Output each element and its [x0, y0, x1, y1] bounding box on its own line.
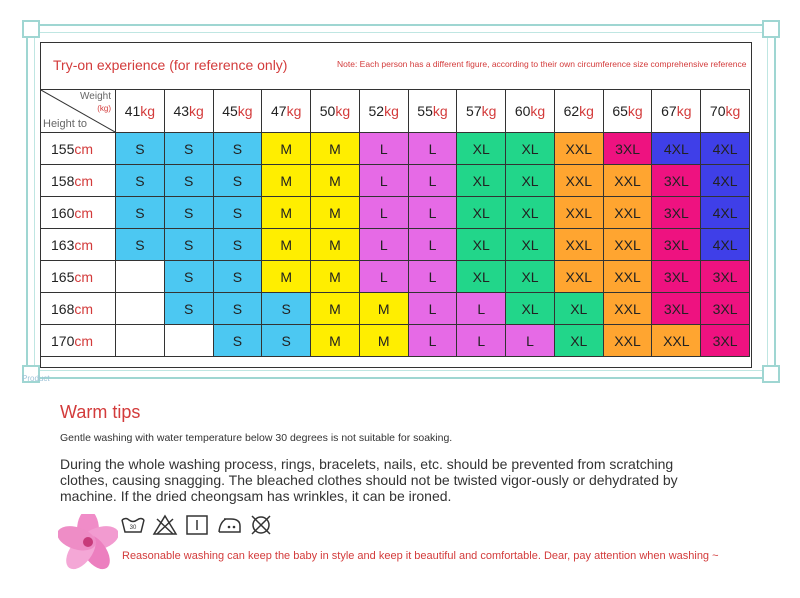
weight-unit: kg [286, 103, 302, 119]
weight-header-cell [701, 90, 750, 133]
size-cell: 3XL [652, 261, 701, 293]
chart-note: Note: Each person has a different figure, according to their own circumference size comprehensive reference [337, 59, 747, 69]
size-cell: XL [506, 261, 555, 293]
tips-paragraph: During the whole washing process, rings, bracelets, nails, etc. should be prevented from scratching clothes, causing snagging. The bleached clothes should not be twisted vigor-ously or dehydrated by machine. If the dried cheongsam has wrinkles, it can be ironed. [60, 456, 678, 504]
header-diagonal [41, 90, 115, 132]
size-cell: XXL [603, 293, 652, 325]
weight-header-cell [359, 90, 408, 133]
size-cell: S [164, 165, 213, 197]
size-cell: M [311, 133, 360, 165]
size-cell: L [457, 325, 506, 357]
size-cell: S [164, 229, 213, 261]
size-cell: 3XL [701, 293, 750, 325]
size-cell: XL [457, 133, 506, 165]
weight-header-cell [311, 90, 360, 133]
size-cell: S [213, 293, 262, 325]
weight-value: 52 [368, 103, 385, 119]
height-value: 170 [51, 332, 75, 349]
size-cell: XL [457, 165, 506, 197]
size-cell: XXL [603, 197, 652, 229]
height-cell [41, 325, 116, 357]
height-unit: cm [74, 204, 94, 221]
weight-header-cell [262, 90, 311, 133]
size-cell: XL [457, 197, 506, 229]
height-cell [41, 197, 116, 229]
size-cell: L [408, 261, 457, 293]
size-cell: S [116, 165, 165, 197]
size-cell: XXL [554, 165, 603, 197]
weight-label: Weight [80, 91, 111, 102]
height-cell [41, 261, 116, 293]
size-cell: XL [506, 197, 555, 229]
height-value: 158 [51, 172, 75, 189]
product-label: Product [22, 374, 50, 383]
size-cell: XL [506, 229, 555, 261]
weight-value: 47 [270, 103, 287, 119]
size-cell [164, 325, 213, 357]
weight-unit-label: (kg) [97, 104, 111, 113]
height-value: 168 [51, 300, 75, 317]
weight-unit: kg [481, 103, 497, 119]
size-cell: S [213, 133, 262, 165]
size-row [41, 133, 750, 165]
size-cell: M [359, 293, 408, 325]
size-row [41, 293, 750, 325]
size-cell: L [359, 165, 408, 197]
size-cell: 4XL [701, 229, 750, 261]
tumble-dry-icon [184, 514, 210, 536]
size-cell: M [262, 229, 311, 261]
size-cell: S [164, 261, 213, 293]
size-cell: M [359, 325, 408, 357]
size-cell: S [116, 133, 165, 165]
weight-unit: kg [579, 103, 594, 119]
size-cell: XXL [554, 229, 603, 261]
frame-corner [762, 365, 780, 383]
size-row [41, 325, 750, 357]
weight-header-cell [116, 90, 165, 133]
size-cell: 3XL [652, 293, 701, 325]
size-cell: XL [506, 293, 555, 325]
weight-value: 45 [222, 103, 238, 119]
size-cell: S [262, 293, 311, 325]
no-bleach-icon [152, 514, 178, 536]
care-icons [120, 514, 274, 536]
height-label: Height to [43, 118, 88, 130]
frame-corner [762, 20, 780, 38]
iron-icon [216, 514, 242, 536]
size-cell: XL [554, 293, 603, 325]
size-cell: L [359, 261, 408, 293]
height-cell [41, 165, 116, 197]
size-cell [116, 293, 165, 325]
size-cell: XL [506, 165, 555, 197]
weight-header-row [41, 90, 750, 133]
size-cell: 3XL [652, 197, 701, 229]
size-cell: S [213, 165, 262, 197]
height-cell [41, 229, 116, 261]
weight-header-cell [652, 90, 701, 133]
size-cell: S [164, 293, 213, 325]
height-unit: cm [74, 332, 94, 349]
size-cell [116, 325, 165, 357]
size-cell: S [213, 197, 262, 229]
size-cell: M [262, 133, 311, 165]
height-cell [41, 133, 116, 165]
size-cell: L [408, 197, 457, 229]
wash-30-icon [120, 514, 146, 536]
size-cell: 3XL [603, 133, 652, 165]
height-value: 155 [51, 140, 75, 157]
care-slogan: Reasonable washing can keep the baby in style and keep it beautiful and comfortable. Dear, pay attention when washing ~ [122, 550, 719, 562]
weight-unit: kg [627, 103, 643, 119]
size-cell: M [311, 325, 360, 357]
height-unit: cm [74, 172, 94, 189]
size-cell: XL [457, 229, 506, 261]
size-cell: L [408, 325, 457, 357]
tips-title: Warm tips [60, 402, 141, 422]
weight-unit: kg [432, 103, 448, 119]
size-cell: 3XL [701, 325, 750, 357]
size-cell: S [116, 229, 165, 261]
flower-icon [58, 514, 118, 570]
size-row [41, 165, 750, 197]
weight-unit: kg [725, 103, 741, 119]
weight-header-cell [603, 90, 652, 133]
weight-value: 57 [466, 103, 482, 119]
height-value: 165 [51, 268, 75, 285]
weight-value: 41 [124, 103, 141, 119]
size-row [41, 261, 750, 293]
size-cell: L [359, 133, 408, 165]
weight-value: 62 [563, 103, 580, 119]
weight-header-cell [164, 90, 213, 133]
size-cell: M [311, 229, 360, 261]
size-cell: M [311, 165, 360, 197]
height-unit: cm [74, 236, 94, 253]
size-cell: XXL [652, 325, 701, 357]
size-cell: M [311, 261, 360, 293]
size-cell: L [457, 293, 506, 325]
weight-header-cell [554, 90, 603, 133]
no-dry-clean-icon [248, 514, 274, 536]
tips-line1: Gentle washing with water temperature below 30 degrees is not suitable for soaking. [60, 432, 453, 444]
size-cell: M [262, 261, 311, 293]
size-cell: XL [554, 325, 603, 357]
weight-value: 55 [417, 103, 433, 119]
weight-unit: kg [676, 103, 692, 119]
size-cell: L [359, 197, 408, 229]
size-cell [116, 261, 165, 293]
size-cell: XXL [603, 165, 652, 197]
weight-value: 65 [612, 103, 628, 119]
size-cell: 4XL [701, 133, 750, 165]
size-cell: XXL [603, 261, 652, 293]
height-unit: cm [74, 140, 94, 157]
size-cell: XXL [603, 229, 652, 261]
size-cell: S [262, 325, 311, 357]
size-cell: 4XL [701, 165, 750, 197]
size-row [41, 197, 750, 229]
size-row [41, 229, 750, 261]
size-cell: S [164, 133, 213, 165]
size-cell: L [506, 325, 555, 357]
size-cell: 3XL [701, 261, 750, 293]
weight-value: 43 [173, 103, 190, 119]
size-cell: 3XL [652, 165, 701, 197]
height-value: 160 [51, 204, 75, 221]
size-cell: M [311, 197, 360, 229]
frame-corner [22, 20, 40, 38]
size-cell: S [164, 197, 213, 229]
size-cell: L [408, 165, 457, 197]
size-cell: 4XL [652, 133, 701, 165]
size-cell: M [311, 293, 360, 325]
header-corner-cell [41, 90, 116, 133]
size-chart-panel [40, 42, 752, 368]
height-cell [41, 293, 116, 325]
size-cell: XXL [554, 133, 603, 165]
size-cell: L [408, 229, 457, 261]
weight-unit: kg [140, 103, 156, 119]
size-cell: S [213, 325, 262, 357]
size-cell: S [213, 229, 262, 261]
size-cell: XL [457, 261, 506, 293]
size-cell: 3XL [652, 229, 701, 261]
size-cell: 4XL [701, 197, 750, 229]
size-cell: L [359, 229, 408, 261]
weight-header-cell [213, 90, 262, 133]
size-cell: S [116, 197, 165, 229]
weight-unit: kg [335, 103, 351, 119]
height-unit: cm [74, 268, 94, 285]
size-cell: XXL [554, 261, 603, 293]
size-cell: M [262, 165, 311, 197]
weight-unit: kg [237, 103, 253, 119]
weight-header-cell [457, 90, 506, 133]
weight-value: 50 [319, 103, 336, 119]
size-cell: L [408, 133, 457, 165]
weight-header-cell [506, 90, 555, 133]
weight-unit: kg [189, 103, 204, 119]
height-value: 163 [51, 236, 75, 253]
weight-value: 67 [661, 103, 677, 119]
height-unit: cm [74, 300, 94, 317]
size-cell: XXL [554, 197, 603, 229]
size-cell: L [408, 293, 457, 325]
size-cell: XXL [603, 325, 652, 357]
size-cell: S [213, 261, 262, 293]
size-cell: XL [506, 133, 555, 165]
weight-unit: kg [530, 103, 546, 119]
weight-unit: kg [384, 103, 399, 119]
weight-value: 60 [514, 103, 531, 119]
weight-value: 70 [709, 103, 726, 119]
svg-text:30: 30 [129, 525, 137, 531]
size-table [40, 89, 750, 357]
chart-title: Try-on experience (for reference only) [53, 57, 288, 73]
size-cell: M [262, 197, 311, 229]
weight-header-cell [408, 90, 457, 133]
